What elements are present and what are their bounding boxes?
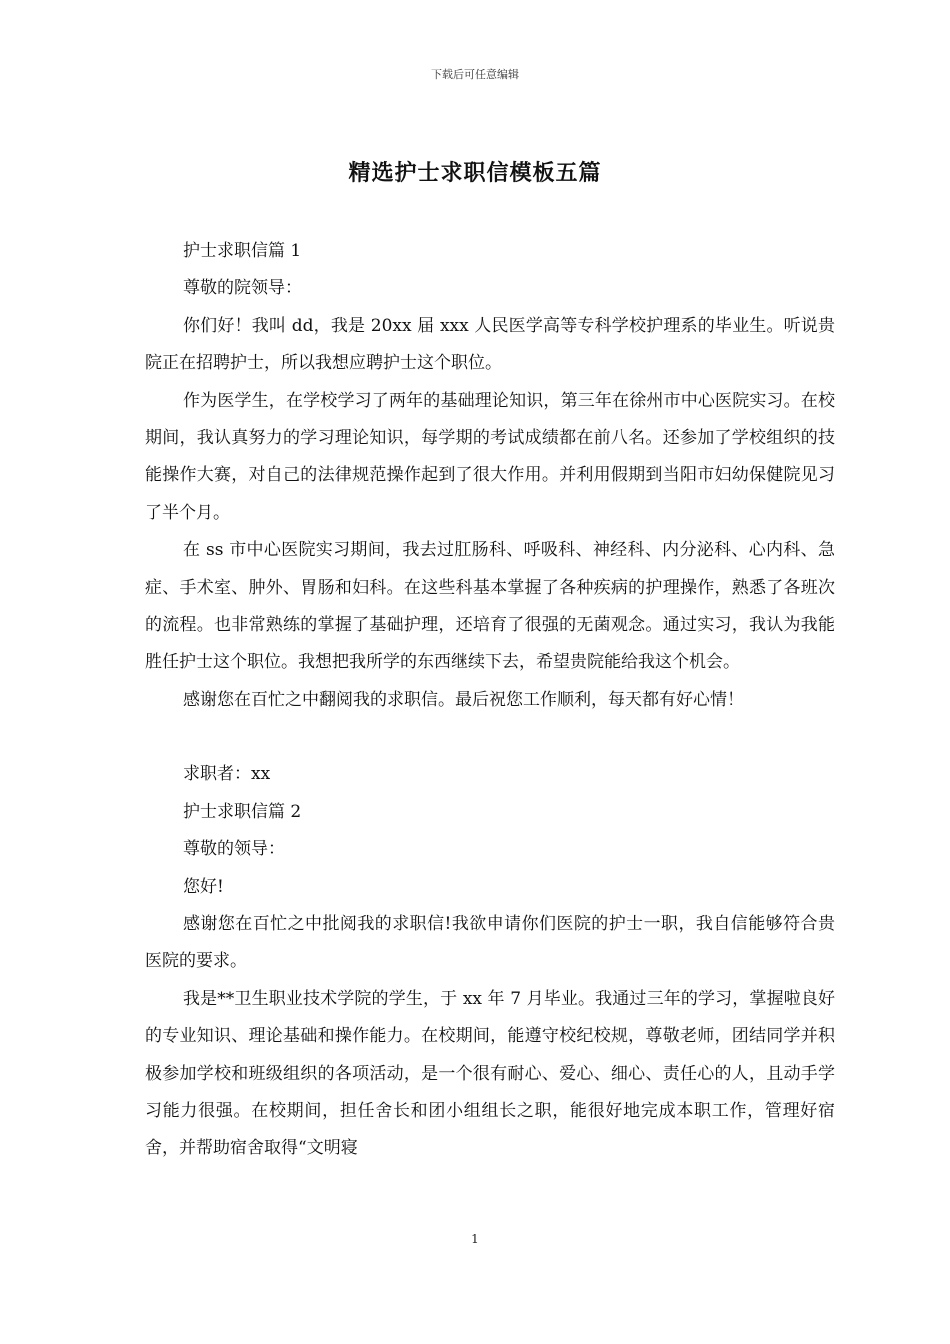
greeting: 您好!	[183, 876, 224, 897]
page-number: 1	[471, 1232, 479, 1246]
paragraph: 感谢您在百忙之中翻阅我的求职信。最后祝您工作顺利，每天都有好心情！	[183, 689, 744, 710]
document-title: 精选护士求职信模板五篇	[348, 161, 602, 186]
document-body	[145, 233, 835, 1168]
signature: 求职者：xx	[183, 764, 271, 785]
paragraph: 我是**卫生职业技术学院的学生，于 xx 年 7 月毕业。我通过三年的学习，掌握啦良好的专业知识、理论基础和操作能力。在校期间，能遵守校纪校规，尊敬老师，团结同学并积极参加学校和班级组织的各项活动，是一个很有耐心、爱心、细心、责任心的人，且动手学习能力很强。在校期间，担任舍长和团小组组长之职，能很好地完成本职工作，管理好宿舍，并帮助宿舍取得“文明寝	[145, 988, 835, 1159]
salutation: 尊敬的院领导：	[183, 278, 302, 299]
paragraph: 在 ss 市中心医院实习期间，我去过肛肠科、呼吸科、神经科、内分泌科、心内科、急症、手术室、肿外、胃肠和妇科。在这些科基本掌握了各种疾病的护理操作，熟悉了各班次的流程。也非常熟练的掌握了基础护理，还培育了很强的无菌观念。通过实习，我认为我能胜任护士这个职位。我想把我所学的东西继续下去，希望贵院能给我这个机会。	[145, 540, 835, 673]
section-heading: 护士求职信篇 2	[183, 801, 302, 822]
page-header: 下载后可任意编辑	[431, 68, 519, 81]
paragraph: 感谢您在百忙之中批阅我的求职信!我欲申请你们医院的护士一职，我自信能够符合贵医院的要求。	[145, 913, 835, 972]
salutation: 尊敬的领导：	[183, 839, 285, 860]
spacer	[145, 719, 835, 756]
paragraph: 你们好！我叫 dd，我是 20xx 届 xxx 人民医学高等专科学校护理系的毕业生。听说贵院正在招聘护士，所以我想应聘护士这个职位。	[145, 315, 835, 374]
section-heading: 护士求职信篇 1	[183, 241, 302, 261]
paragraph: 作为医学生，在学校学习了两年的基础理论知识，第三年在徐州市中心医院实习。在校期间，我认真努力的学习理论知识，每学期的考试成绩都在前八名。还参加了学校组织的技能操作大赛，对自己的法律规范操作起到了很大作用。并利用假期到当阳市妇幼保健院见习了半个月。	[145, 390, 835, 523]
